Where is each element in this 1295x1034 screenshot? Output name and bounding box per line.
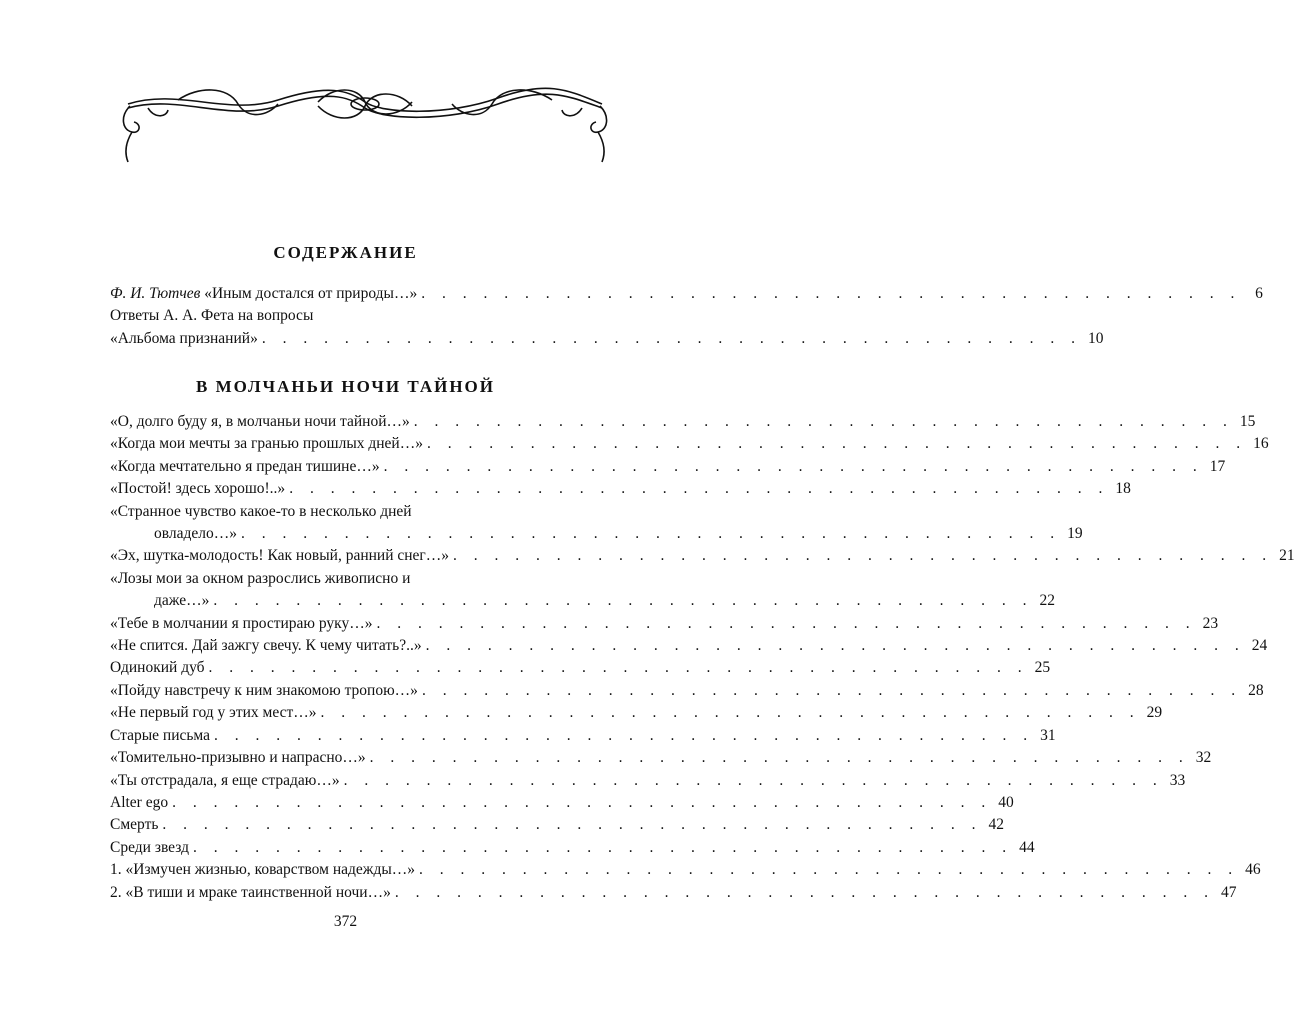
decorative-ornament (118, 86, 612, 166)
entry-page: 25 (1034, 659, 1051, 677)
entry-title: Ф. И. Тютчев «Иным достался от природы…» (110, 285, 418, 302)
leader-dots: . . . . . . . . . . . . . . . . . . . . . . . . . . . . . . . . . . . . . . . . (419, 861, 1239, 879)
leader-dots: . . . . . . . . . . . . . . . . . . . . . . . . . . . . . . . . . . . . . . . . (162, 816, 983, 834)
entry-title: Alter ego (110, 793, 169, 811)
entry-title: 1. «Измучен жизнью, коварством надежды…» (110, 861, 416, 879)
toc-entry[interactable] (110, 523, 1083, 545)
section-toc (110, 411, 1295, 904)
toc-entry[interactable] (110, 837, 1035, 859)
toc-entry[interactable] (110, 635, 1268, 657)
entry-page: 40 (998, 793, 1014, 811)
leader-dots: . . . . . . . . . . . . . . . . . . . . . . . . . . . . . . . . . . . . . . . . (453, 547, 1273, 565)
toc-entry[interactable] (110, 725, 1056, 747)
entry-page: 32 (1195, 749, 1212, 767)
entry-title: Среди звезд (110, 838, 189, 856)
leader-dots: . . . . . . . . . . . . . . . . . . . . . . . . . . . . . . . . . . . . . . . . (289, 480, 1109, 498)
entry-page: 15 (1239, 413, 1256, 430)
toc-entry[interactable] (110, 590, 1056, 612)
leader-dots: . . . . . . . . . . . . . . . . . . . . . . . . . . . . . . . . . . . . . . . . (240, 525, 1061, 543)
toc-entry[interactable] (110, 613, 1219, 635)
leader-dots: . . . . . . . . . . . . . . . . . . . . . . . . . . . . . . . . . . . . . . . . (421, 681, 1242, 699)
entry-page: 29 (1146, 704, 1163, 722)
entry-page: 6 (1255, 285, 1263, 302)
entry-page: 24 (1251, 637, 1268, 655)
entry-page: 22 (1039, 592, 1056, 610)
entry-title: Смерть (110, 816, 159, 834)
entry-title: «Тебе в молчании я простираю руку…» (110, 614, 373, 632)
entry-title: «О, долго буду я, в молчаньи ночи тайной…» (110, 413, 410, 430)
entry-page: 21 (1279, 547, 1295, 565)
leader-dots: . . . . . . . . . . . . . . . . . . . . . . . . . . . . . . . . . . . . . . . . (413, 413, 1234, 430)
leader-dots: . . . . . . . . . . . . . . . . . . . . . . . . . . . . . . . . . . . . . . . . (172, 793, 992, 811)
entry-page: 47 (1220, 883, 1237, 901)
leader-dots: . . . . . . . . . . . . . . . . . . . . . . . . . . . . . . . . . . . . . . . . (369, 749, 1190, 767)
toc-entry[interactable] (110, 411, 1256, 433)
toc-entry[interactable] (110, 657, 1051, 679)
toc-entry[interactable] (110, 859, 1261, 881)
entry-title-line1: «Лозы мои за окном разрослись живописно и (110, 569, 411, 587)
entry-title: Одинокий дуб (110, 659, 205, 677)
leader-dots: . . . . . . . . . . . . . . . . . . . . . . . . . . . . . . . . . . . . . . . . (320, 704, 1141, 722)
toc-entry[interactable] (110, 770, 1186, 792)
entry-page: 23 (1202, 614, 1219, 632)
entry-page: 31 (1040, 726, 1056, 744)
leader-dots: . . . . . . . . . . . . . . . . . . . . . . . . . . . . . . . . . . . . . . . . (383, 457, 1204, 475)
entry-author: Ф. И. Тютчев (110, 285, 201, 302)
toc-entry[interactable] (110, 478, 1131, 500)
entry-page: 17 (1209, 457, 1226, 475)
leader-dots: . . . . . . . . . . . . . . . . . . . . . . . . . . . . . . . . . . . . . . . . (343, 771, 1164, 789)
entry-title: «Когда мои мечты за гранью прошлых дней…» (110, 435, 423, 453)
leader-dots: . . . . . . . . . . . . . . . . . . . . . . . . . . . . . . . . . . . . . . . . (376, 614, 1197, 632)
leader-dots: . . . . . . . . . . . . . . . . . . . . . . . . . . . . . . . . . . . . . . . . (213, 592, 1034, 610)
entry-title: «Томительно-призывно и напрасно…» (110, 749, 366, 767)
entry-title: «Эх, шутка-молодость! Как новый, ранний снег…» (110, 547, 450, 565)
entry-title: «Не первый год у этих мест…» (110, 704, 317, 722)
entry-page: 44 (1019, 838, 1035, 856)
toc-entry[interactable] (110, 283, 1263, 305)
leader-dots: . . . . . . . . . . . . . . . . . . . . . . . . . . . . . . . . . . . . . . . . (425, 637, 1246, 655)
entry-page: 28 (1248, 681, 1264, 699)
intro-toc (110, 283, 1263, 350)
entry-page: 46 (1245, 861, 1261, 879)
leader-dots: . . . . . . . . . . . . . . . . . . . . . . . . . . . . . . . . . . . . . . . . (208, 659, 1029, 677)
toc-entry[interactable] (110, 792, 1014, 814)
page-number: 372 (333, 913, 358, 930)
leader-dots: . . . . . . . . . . . . . . . . . . . . . . . . . . . . . . . . . . . . . . . . (421, 285, 1241, 302)
entry-title: «Постой! здесь хорошо!..» (110, 480, 286, 498)
entry-title: «Альбома признаний» (110, 329, 258, 347)
entry-page: 18 (1115, 480, 1131, 498)
contents-heading: СОДЕРЖАНИЕ (273, 243, 418, 262)
toc-entry[interactable] (110, 747, 1212, 769)
entry-title-line1: «Странное чувство какое-то в несколько дней (110, 502, 412, 520)
toc-entry[interactable] (110, 814, 1005, 836)
toc-entry[interactable] (110, 882, 1237, 904)
leader-dots: . . . . . . . . . . . . . . . . . . . . . . . . . . . . . . . . . . . . . . . . (214, 726, 1034, 744)
toc-entry[interactable] (110, 680, 1264, 702)
entry-title: «Ты отстрадала, я еще страдаю…» (110, 771, 340, 789)
entry-title: овладело…» (154, 525, 237, 543)
toc-entry[interactable] (110, 456, 1226, 478)
entry-title: 2. «В тиши и мраке таинственной ночи…» (110, 883, 391, 901)
toc-entry[interactable] (110, 433, 1269, 455)
entry-title-line1: Ответы А. А. Фета на вопросы (110, 307, 314, 325)
entry-page: 42 (988, 816, 1005, 834)
leader-dots: . . . . . . . . . . . . . . . . . . . . . . . . . . . . . . . . . . . . . . . . (192, 838, 1013, 856)
entry-page: 33 (1169, 771, 1186, 789)
entry-title: даже…» (154, 592, 210, 610)
entry-title: Старые письма (110, 726, 211, 744)
entry-title: «Когда мечтательно я предан тишине…» (110, 457, 380, 475)
leader-dots: . . . . . . . . . . . . . . . . . . . . . . . . . . . . . . . . . . . . . . . . (394, 883, 1215, 901)
entry-page: 16 (1253, 435, 1269, 453)
entry-title: «Пойду навстречу к ним знакомою тропою…» (110, 681, 418, 699)
entry-page: 19 (1067, 525, 1083, 543)
leader-dots: . . . . . . . . . . . . . . . . . . . . . . . . . . . . . . . . . . . . . . . . (426, 435, 1247, 453)
toc-entry[interactable] (110, 702, 1163, 724)
section-heading: В МОЛЧАНЬИ НОЧИ ТАЙНОЙ (196, 377, 495, 396)
entry-title: «Не спится. Дай зажгу свечу. К чему читать?..» (110, 637, 422, 655)
toc-entry[interactable] (110, 545, 1295, 567)
entry-page: 10 (1087, 329, 1104, 347)
toc-entry[interactable] (110, 328, 1104, 350)
leader-dots: . . . . . . . . . . . . . . . . . . . . . . . . . . . . . . . . . . . . . . . . (261, 329, 1082, 347)
